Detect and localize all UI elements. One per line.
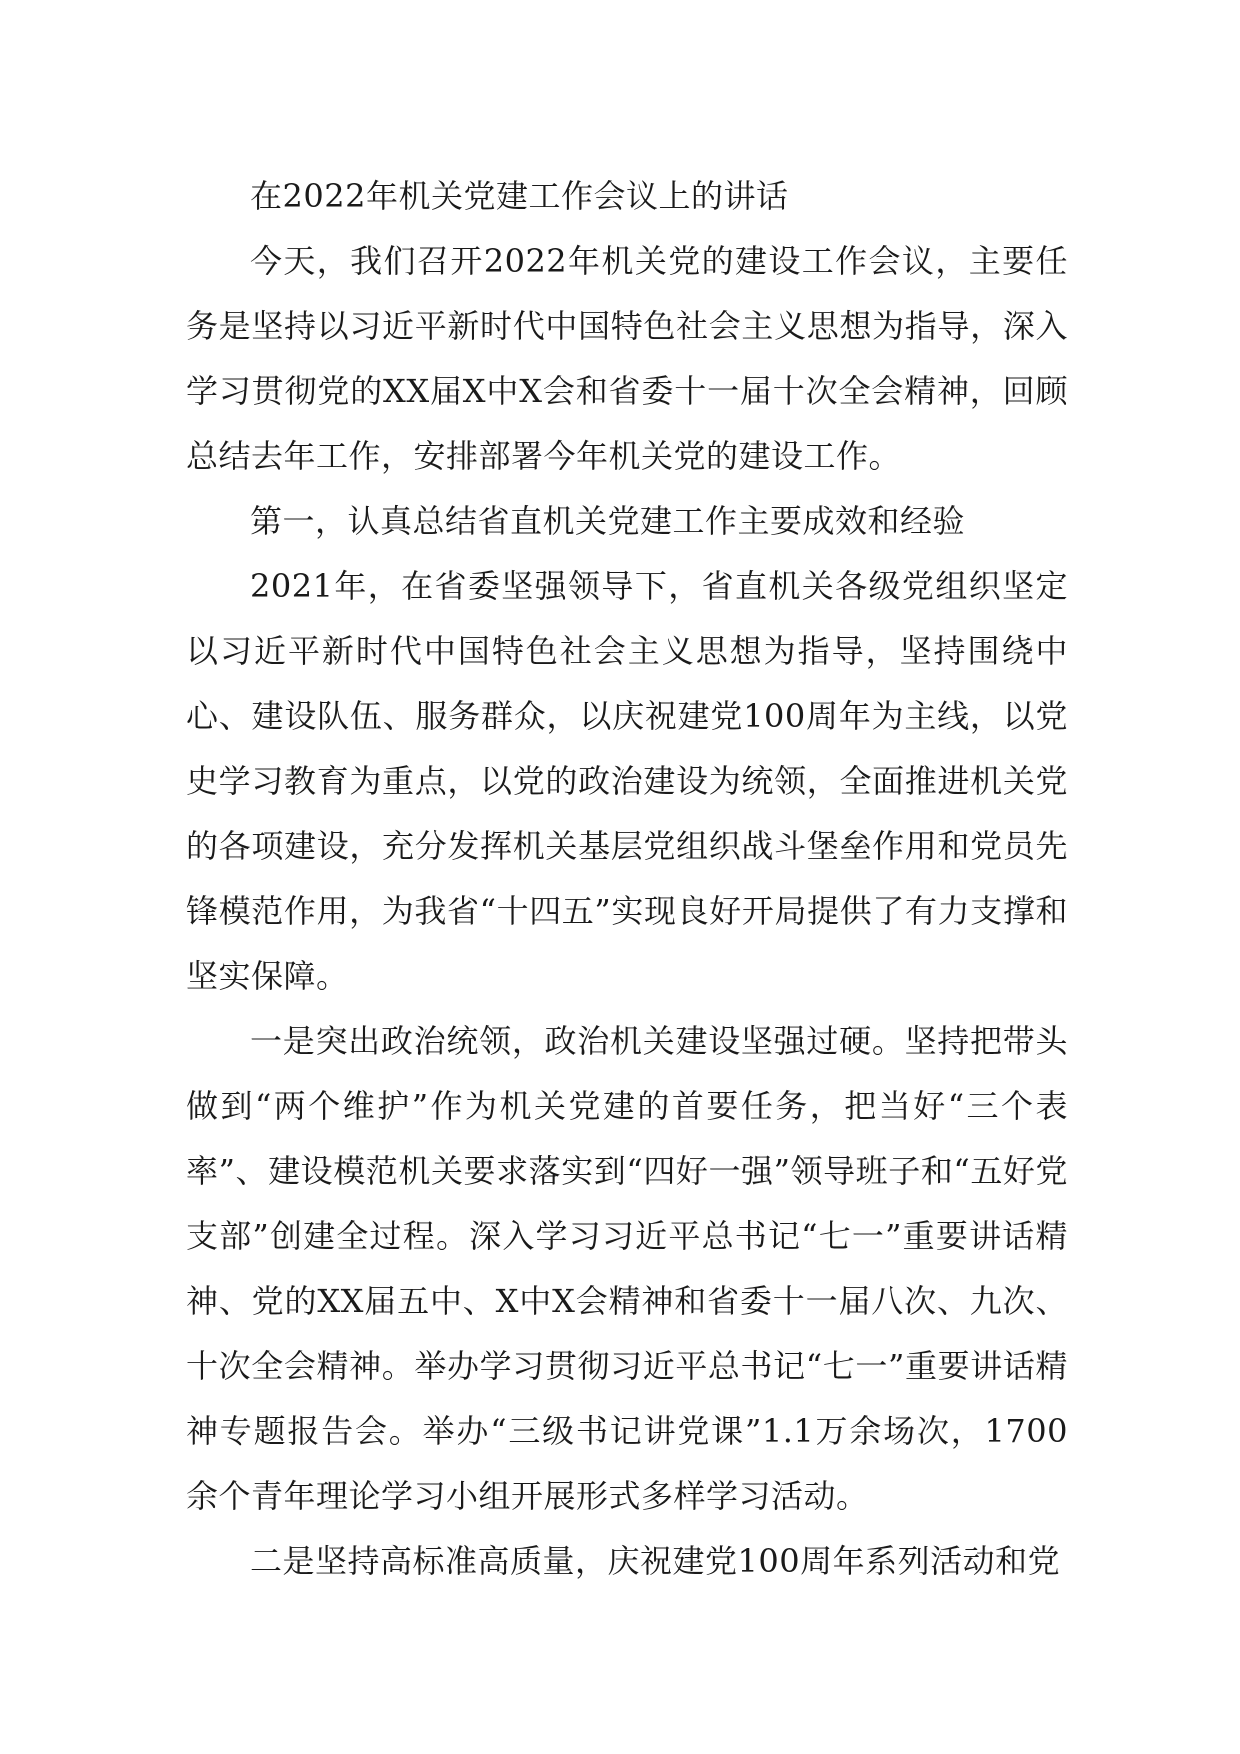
paragraph-2021-summary: 2021年，在省委坚强领导下，省直机关各级党组织坚定以习近平新时代中国特色社会主义思想为指导，坚持围绕中心、建设队伍、服务群众，以庆祝建党100周年为主线，以党史学习教育为重点，以党的政治建设为统领，全面推进机关党的各项建设，充分发挥机关基层党组织战斗堡垒作用和党员先锋模范作用，为我省“十四五”实现良好开局提供了有力支撑和坚实保障。: [186, 567, 1068, 995]
document-title: 在2022年机关党建工作会议上的讲话: [250, 177, 789, 215]
document-body: [186, 164, 1068, 1594]
paragraph-point-one: 一是突出政治统领，政治机关建设坚强过硬。坚持把带头做到“两个维护”作为机关党建的首要任务，把当好“三个表率”、建设模范机关要求落实到“四好一强”领导班子和“五好党支部”创建全过程。深入学习习近平总书记“七一”重要讲话精神、党的XX届五中、X中X会精神和省委十一届八次、九次、十次全会精神。举办学习贯彻习近平总书记“七一”重要讲话精神专题报告会。举办“三级书记讲党课”1.1万余场次，1700余个青年理论学习小组开展形式多样学习活动。: [186, 1022, 1068, 1515]
paragraph-opening: 今天，我们召开2022年机关党的建设工作会议，主要任务是坚持以习近平新时代中国特色社会主义思想为指导，深入学习贯彻党的XX届X中X会和省委十一届十次全会精神，回顾总结去年工作，安排部署今年机关党的建设工作。: [186, 242, 1068, 475]
paragraph-point-two: 二是坚持高标准高质量，庆祝建党100周年系列活动和党: [250, 1542, 1061, 1580]
section-heading-first: 第一，认真总结省直机关党建工作主要成效和经验: [250, 502, 966, 540]
